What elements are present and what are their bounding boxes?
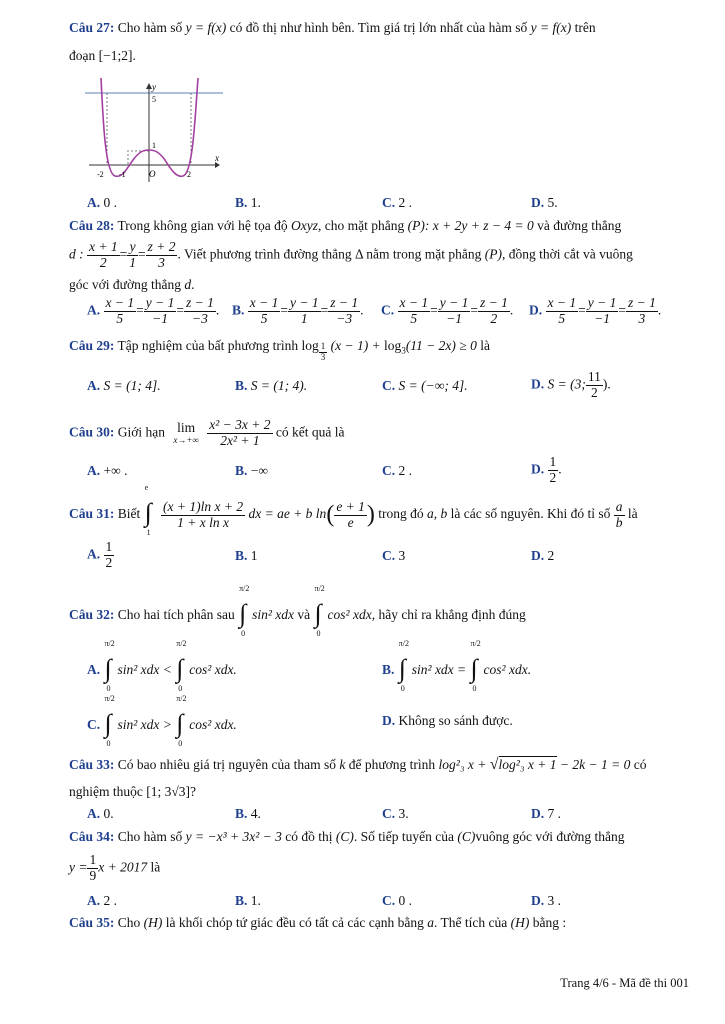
integral-sign: π/2 ∫ 0 [104,639,115,693]
q31-text: là các số nguyên. Khi đó tỉ số [450,506,611,522]
fraction-den: 9 [89,867,97,883]
fraction-num: 1 [549,454,557,469]
q34-stem [69,829,625,845]
integral-lower: 0 [400,684,405,693]
q31-label: Câu 31: [69,506,115,522]
fraction-num: x² − 3x + 2 [209,417,271,432]
option-text: 5. [547,195,558,210]
integral-lower: 0 [241,629,246,638]
fraction-num: z + 2 [147,239,176,254]
option-text: 1. [250,195,261,210]
fraction-den: 3 [320,352,326,362]
integral-upper: e [144,483,149,492]
q27-tick-2: 2 [187,170,191,179]
fraction [398,296,431,327]
fraction [161,500,245,531]
fraction [104,296,137,327]
integral-sign: π/2 ∫ 0 [314,584,325,638]
q29-log-base [319,342,328,363]
q30-option-b[interactable] [235,463,268,479]
fraction-num: x − 1 [399,295,429,310]
q34-option-a[interactable] [87,893,117,909]
q35-text: là khối chóp tứ giác đều có tất cả các cạnh bằng [165,915,424,930]
q34-text: là [150,859,161,875]
option-letter: C. [382,378,396,393]
fraction-num: y − 1 [145,295,175,310]
q34-expr: y = [69,859,88,875]
fraction-den: −1 [594,310,610,326]
q34-text: vuông góc với đường thẳng [475,829,625,844]
q28-text: , đồng thời cắt và vuông [502,246,633,262]
integral-lower: 0 [178,684,183,693]
fraction [207,418,272,449]
q30-stem [69,418,345,449]
fraction-den: 2 [99,254,107,270]
q27-tick-m1: -1 [119,170,126,179]
fraction-num: x − 1 [105,295,135,310]
option-letter: D. [529,302,543,318]
q30-lim [171,421,200,446]
fraction-den: 3 [638,310,646,326]
fraction-num: 1 [105,539,113,554]
q33-text: nghiệm thuộc [69,784,143,799]
option-text: 1 [250,548,258,563]
q28-label: Câu 28: [69,218,115,233]
q34-stem-line2 [69,853,160,884]
q27-stem-line2 [69,48,136,64]
q35-h: (H) [510,915,530,930]
q34-option-b[interactable] [235,893,261,909]
fraction [614,500,625,531]
option-text: 3. [398,806,409,821]
fraction-num: x − 1 [547,295,577,310]
integral-lower: 0 [472,684,477,693]
fraction [546,296,579,327]
q27-y-label: y [152,82,156,92]
q35-stem [69,915,566,931]
option-text: −∞ [250,463,269,478]
q34-text: Cho hàm số [117,829,183,844]
q29-log-base: 3 [401,345,406,356]
q27-text: có đồ thị như hình bên. Tìm giá trị lớn nhất của hàm số [229,20,528,35]
option-text: 2 . [398,195,412,210]
q34-text: có đồ thị [285,829,333,844]
option-letter: D. [531,195,545,210]
q32-text: và [297,607,311,623]
fraction-den: −3 [336,310,353,326]
q28-text: , cho mặt phẳng [318,218,405,233]
fraction-num: y − 1 [439,295,469,310]
fraction-den: 2x² + 1 [220,432,260,448]
q31-text: trong đó [378,506,424,522]
q33-text: có [633,757,647,772]
option-text: +∞ . [103,463,128,478]
q34-expr: x + 2017 [98,859,148,875]
q34-c: (C) [457,829,476,844]
q29-log: log [384,338,402,353]
fraction [328,296,360,327]
q33-option-d[interactable] [531,806,561,822]
q31-ab: a, b [427,506,448,522]
fraction-den: 2 [590,384,598,400]
page-footer: Trang 4/6 - Mã đề thi 001 [560,976,689,990]
fraction-den: 5 [260,310,268,326]
option-letter: B. [235,806,248,821]
q30-option-d[interactable] [531,455,562,486]
option-letter: D. [531,548,545,563]
q33-expr: − 2k − 1 = 0 [559,757,631,772]
option-text: 3 . [547,893,561,908]
option-text: S = (1; 4). [250,378,308,393]
q30-option-a[interactable] [87,463,128,479]
fraction-den: e [347,514,354,530]
fraction [248,296,281,327]
q28-text: . Viết phương trình đường thẳng Δ nằm trong mặt phẳng [177,246,482,262]
fraction [144,296,177,327]
fraction-num: 1 [320,341,326,352]
fraction-den: b [615,514,623,530]
fraction [87,240,120,271]
q27-text: đoạn [69,48,96,63]
q31-text: Biết [117,506,141,522]
option-text: 7 . [547,806,561,821]
option-letter: D. [531,893,545,908]
q34-option-c[interactable] [382,893,412,909]
fraction-num: a [615,498,623,514]
fraction [478,296,510,327]
q35-a: a [427,915,434,930]
integral-sign: π/2 ∫ 0 [239,584,250,638]
q28-text: . [191,277,195,292]
q33-sqrt: log²₃ x + 1 [498,757,557,772]
q28-option-a[interactable]: A. $\frac{x - 1}{5}$ = $\frac{y - 1}{-1}$ = $\frac{z - 1}{-3}$ . [87,295,220,326]
integral-lower: 0 [178,739,183,748]
q28-option-b[interactable]: B. $\frac{x - 1}{5}$ = $\frac{y - 1}{1}$ = $\frac{z - 1}{-3}$ . [232,295,364,326]
q28-plane: (P) [484,246,502,262]
fraction-den: 2 [105,554,113,570]
integral-upper: π/2 [176,694,187,703]
q27-func: y = f(x) [185,20,227,35]
q28-plane: (P): x + 2y + z − 4 = 0 [407,218,534,233]
option-letter: B. [235,893,248,908]
option-letter: C. [381,302,395,318]
option-text: 0 . [103,195,117,210]
option-letter: C. [382,806,396,821]
q27-interval: [−1;2]. [98,48,136,63]
integral-upper: π/2 [104,694,115,703]
fraction-den: 5 [116,310,124,326]
fraction-num: y [127,240,138,256]
option-text: 2 . [398,463,412,478]
q27-tick-5: 5 [152,95,156,104]
fraction-den: 1 [300,310,308,326]
integral-sign: π/2 ∫ 0 [398,639,410,693]
option-text: 4. [250,806,261,821]
q32-option-c[interactable] [87,694,237,748]
fraction-den: 1 [129,254,136,270]
q29-expr: (11 − 2x) ≥ 0 [405,338,477,353]
option-text: sin² xdx = [411,662,467,678]
q35-text: Cho [117,915,141,930]
q32-int: cos² xdx [327,607,372,623]
fraction-den: −3 [191,310,208,326]
integral-sign: π/2 ∫ 0 [470,639,481,693]
q28-text: góc với đường thẳng [69,277,181,292]
q27-x-label: x [215,153,219,163]
integral-sign: π/2 ∫ 0 [176,694,187,748]
q33-text: ? [190,784,197,799]
q28-d: d [184,277,192,292]
option-text: ). [602,376,611,392]
q33-interval: [1; 3√3] [146,784,191,799]
q31-option-c[interactable] [382,548,405,564]
option-letter: A. [87,806,101,821]
q31-option-d[interactable] [531,548,554,564]
q33-option-a[interactable] [87,806,114,822]
q34-label: Câu 34: [69,829,115,844]
q28-oxyz: Oxyz [291,218,319,233]
q31-option-a[interactable] [87,540,114,571]
q35-h: (H) [143,915,163,930]
option-letter: C. [87,717,101,733]
q32-option-b[interactable] [382,639,532,693]
q29-text: Tập nghiệm của bất phương trình [117,338,299,353]
q29-expr: (x − 1) + [330,338,381,353]
option-letter: B. [235,195,248,210]
q27-stem [69,20,596,36]
q27-option-a[interactable] [87,195,117,211]
option-letter: D. [531,806,545,821]
q35-text: bằng : [532,915,567,930]
fraction-den: 5 [410,310,418,326]
q28-stem-line2: d : $\frac{x + 1}{2}$ = $\frac{y}{1}$ = $\frac{z + 2}{3}$ . Viết phương trình đường thẳng Δ nằm trong mặt phẳng (P), đồng thời cắt và vuông [69,239,633,270]
option-letter: B. [235,378,248,393]
q29-log: log [301,338,319,353]
q32-int: sin² xdx [252,607,295,623]
fraction-num: y − 1 [587,295,617,310]
integral-lower: 1 [146,528,151,537]
q34-func: y = −x³ + 3x² − 3 [185,829,282,844]
option-text: sin² xdx > [117,717,172,733]
fraction-num: 1 [89,852,97,867]
option-letter: D. [382,713,396,728]
q27-tick-m2: -2 [97,170,104,179]
q31-text: là [627,506,638,522]
q29-option-a[interactable] [87,378,161,394]
option-text: 2 . [103,893,117,908]
fraction-den: 3 [158,254,165,270]
option-letter: C. [382,893,396,908]
q27-option-c[interactable] [382,195,412,211]
integral-upper: π/2 [398,639,410,648]
q29-label: Câu 29: [69,338,115,353]
option-text: 2 [547,548,555,563]
q33-text: để phương trình [348,757,436,772]
fraction-num: y − 1 [290,295,319,310]
option-letter: B. [232,302,245,318]
fraction [127,240,138,271]
q33-option-c[interactable] [382,806,409,822]
fraction-den: 2 [490,310,498,326]
option-letter: A. [87,662,101,678]
option-letter: A. [87,195,101,210]
q32-option-a[interactable] [87,639,237,693]
q31-expr: dx = ae + b ln [248,506,327,522]
fraction-num: (x + 1)ln x + 2 [163,498,244,514]
q33-label: Câu 33: [69,757,115,772]
option-letter: A. [87,302,101,318]
q30-lim-word: lim [177,419,196,435]
option-letter: B. [382,662,395,678]
q27-text: Cho hàm số [117,20,183,35]
option-letter: D. [531,461,545,477]
fraction [334,500,367,531]
q31-option-b[interactable] [235,548,258,564]
q33-option-b[interactable] [235,806,261,822]
q33-stem: Câu 33: Có bao nhiêu giá trị nguyên của tham số k để phương trình log²₃ x + √log²₃ x + 1 − 2k − 1 = 0 có [69,756,647,773]
q34-c: (C) [335,829,354,844]
q29-option-c[interactable] [382,378,468,394]
fraction [586,370,603,401]
option-text: 0. [103,806,114,821]
fraction-num: 11 [587,369,601,384]
integral-upper: π/2 [104,639,115,648]
option-text: 1. [250,893,261,908]
integral-sign: π/2 ∫ 0 [104,694,115,748]
q29-option-b[interactable] [235,378,307,394]
q31-stem: Câu 31: Biết e ∫ 1 $\frac{\text{(x + 1)ln x + 2}}{\text{1 + x ln x}}$ dx = ae + b ln( $\frac{e + 1}{e}$ ) trong đó a, b là các số nguyên. Khi đó tỉ số $\frac{a}{b}$ là [69,483,638,537]
q27-option-b[interactable] [235,195,261,211]
fraction [626,296,658,327]
q27-graph [85,78,225,190]
fraction [438,296,471,327]
q32-text: Cho hai tích phân sau [117,607,235,623]
option-letter: C. [382,548,396,563]
q32-stem [69,584,526,638]
option-letter: A. [87,546,101,562]
fraction [548,454,562,486]
fraction-den: 2 [549,469,557,485]
option-text: sin² xdx < [117,662,172,678]
integral-lower: 0 [106,739,111,748]
fraction-den: −1 [152,310,168,326]
q28-option-c[interactable]: C. $\frac{x - 1}{5}$ = $\frac{y - 1}{-1}$ = $\frac{z - 1}{2}$ . [381,295,514,326]
integral-upper: π/2 [176,639,187,648]
option-letter: A. [87,378,101,393]
option-letter: D. [531,376,545,392]
q27-label: Câu 27: [69,20,115,35]
q35-text: . Thể tích của [433,915,508,930]
q30-option-c[interactable] [382,463,412,479]
option-letter: C. [382,463,396,478]
q35-label: Câu 35: [69,915,115,930]
option-letter: C. [382,195,396,210]
q30-label: Câu 30: [69,424,115,440]
q27-func: y = f(x) [530,20,572,35]
fraction-den: 5 [558,310,566,326]
fraction-num: z − 1 [185,295,214,310]
fraction [586,296,619,327]
fraction [104,540,115,571]
integral-sign: e ∫ 1 [144,483,152,537]
fraction-den: −1 [446,310,462,326]
q33-stem-line2 [69,784,196,800]
integral-upper: π/2 [470,639,481,648]
option-text: . [558,461,562,477]
q30-text: có kết quả là [275,424,345,440]
q32-label: Câu 32: [69,607,115,623]
fraction-num: e + 1 [336,498,365,514]
q28-option-d[interactable]: D. $\frac{x - 1}{5}$ = $\frac{y - 1}{-1}$ = $\frac{z - 1}{3}$ . [529,295,662,326]
q27-origin: O [149,169,156,179]
integral-sign: π/2 ∫ 0 [176,639,187,693]
q27-option-d[interactable] [531,195,558,211]
option-text: Không so sánh được. [398,713,513,728]
fraction-num: z − 1 [479,295,508,310]
q27-text: trên [574,20,596,35]
fraction [184,296,216,327]
integral-upper: π/2 [314,584,325,593]
option-text: 3 [398,548,406,563]
integral-lower: 0 [106,684,111,693]
option-text: 0 . [398,893,412,908]
option-text: cos² xdx. [189,662,237,678]
q28-text: Trong không gian với hệ tọa độ [117,218,288,233]
option-text: cos² xdx. [483,662,532,678]
fraction-num: x + 1 [89,239,118,254]
q34-text: . Số tiếp tuyến của [353,829,455,844]
q32-text: , hãy chỉ ra khẳng định đúng [371,607,526,623]
q33-text: Có bao nhiêu giá trị nguyên của tham số [117,757,336,772]
q28-text: và đường thẳng [537,218,622,233]
q29-stem [69,338,490,363]
q27-tick-1: 1 [152,141,156,150]
q29-text: là [480,338,490,353]
q30-lim-sub: x→+∞ [173,434,199,445]
q34-option-d[interactable] [531,893,561,909]
q29-option-d[interactable] [531,370,611,401]
q28-d: d : [69,246,84,262]
fraction-num: z − 1 [627,295,656,310]
fraction [87,853,98,884]
integral-upper: π/2 [239,584,250,593]
option-letter: B. [235,463,248,478]
integral-lower: 0 [316,629,321,638]
q28-stem [69,218,621,234]
option-text: cos² xdx. [189,717,237,733]
fraction-num: x − 1 [249,295,279,310]
option-text: S = (−∞; 4]. [398,378,468,393]
option-text: S = (1; 4]. [103,378,161,393]
q33-expr: log²₃ x + [438,757,487,772]
option-letter: B. [235,548,248,563]
q32-option-d[interactable] [382,713,513,729]
option-letter: A. [87,463,101,478]
q28-stem-line3 [69,277,194,293]
fraction-num: z − 1 [330,295,359,310]
fraction [146,240,178,271]
fraction-den: 1 + x ln x [177,514,229,530]
option-letter: A. [87,893,101,908]
q30-text: Giới hạn [117,424,166,440]
fraction [288,296,321,327]
option-text: S = (3; [547,376,586,392]
q33-k: k [339,757,346,772]
